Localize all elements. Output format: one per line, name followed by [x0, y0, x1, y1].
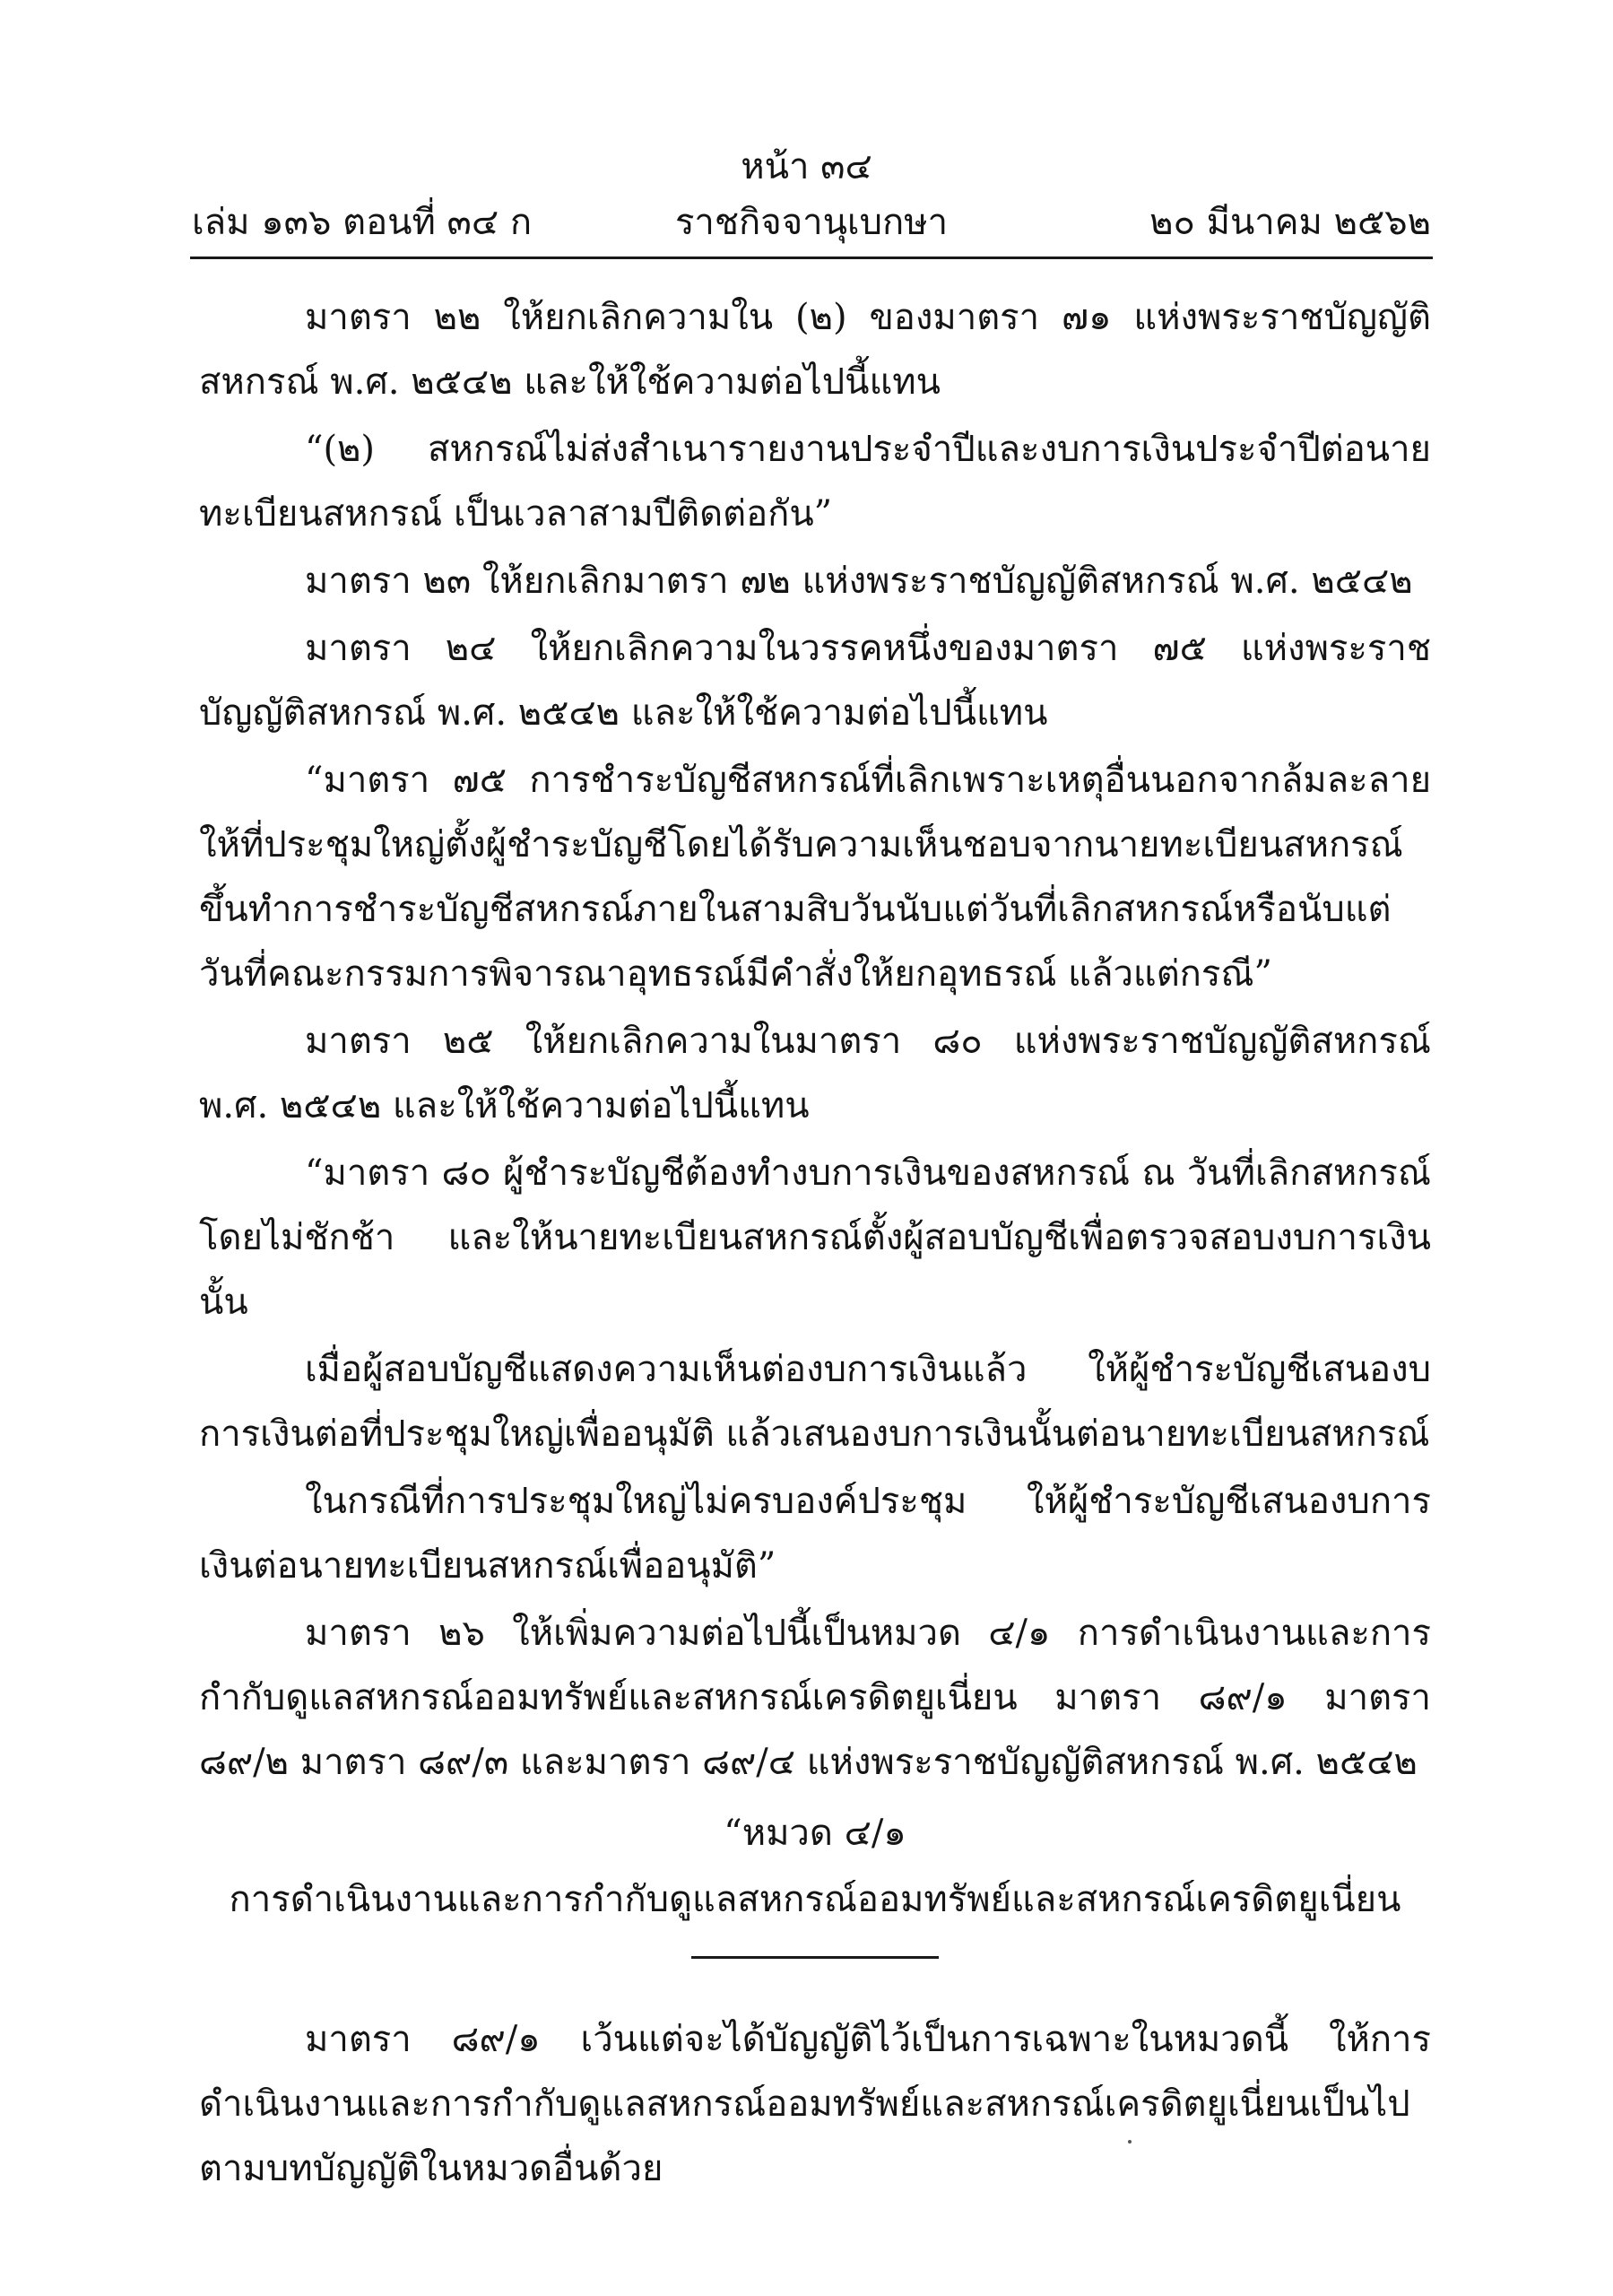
publication-title: ราชกิจจานุเบกษา	[674, 202, 949, 243]
section-80-para-3: ในกรณีที่การประชุมใหญ่ไม่ครบองค์ประชุม ให้ผู้ชำระบัญชีเสนองบการเงินต่อนายทะเบียนสหกรณ์เพื่ออนุมัติ”	[199, 1481, 1431, 1587]
publication-date: ๒๐ มีนาคม ๒๕๖๒	[1149, 202, 1431, 243]
chapter-divider	[691, 1956, 939, 1959]
page-number: หน้า ๓๔	[741, 146, 872, 187]
gazette-header	[192, 199, 1431, 248]
header-divider	[190, 257, 1433, 259]
section-22: มาตรา ๒๒ ให้ยกเลิกความใน (๒) ของมาตรา ๗๑ แห่งพระราชบัญญัติสหกรณ์ พ.ศ. ๒๕๔๒ และให้ใช้ความต่อไปนี้แทน	[199, 297, 1431, 403]
section-75-text: “มาตรา ๗๕ การชำระบัญชีสหกรณ์ที่เลิกเพราะเหตุอื่นนอกจากล้มละลาย ให้ที่ประชุมใหญ่ตั้งผู้ชำระบัญชีโดยได้รับความเห็นชอบจากนายทะเบียนสหกรณ์ขึ้นทำการชำระบัญชีสหกรณ์ภายในสามสิบวันนับแต่วันที่เลิกสหกรณ์หรือนับแต่วันที่คณะกรรมการพิจารณาอุทธรณ์มีคำสั่งให้ยกอุทธรณ์ แล้วแต่กรณี”	[199, 760, 1431, 995]
document-body	[199, 285, 1431, 2204]
section-71-2-text: “(๒) สหกรณ์ไม่ส่งสำเนารายงานประจำปีและงบการเงินประจำปีต่อนายทะเบียนสหกรณ์ เป็นเวลาสามปีติดต่อกัน”	[199, 429, 1431, 535]
volume-issue: เล่ม ๑๓๖ ตอนที่ ๓๔ ก	[192, 202, 533, 243]
section-80-text: “มาตรา ๘๐ ผู้ชำระบัญชีต้องทำงบการเงินของสหกรณ์ ณ วันที่เลิกสหกรณ์โดยไม่ชักช้า และให้นายทะเบียนสหกรณ์ตั้งผู้สอบบัญชีเพื่อตรวจสอบงบการเงินนั้น	[199, 1152, 1431, 1323]
section-26: มาตรา ๒๖ ให้เพิ่มความต่อไปนี้เป็นหมวด ๔/๑ การดำเนินงานและการกำกับดูแลสหกรณ์ออมทรัพย์และสหกรณ์เครดิตยูเนี่ยน มาตรา ๘๙/๑ มาตรา ๘๙/๒ มาตรา ๘๙/๓ และมาตรา ๘๙/๔ แห่งพระราชบัญญัติสหกรณ์ พ.ศ. ๒๕๔๒	[199, 1613, 1431, 1783]
section-23: มาตรา ๒๓ ให้ยกเลิกมาตรา ๗๒ แห่งพระราชบัญญัติสหกรณ์ พ.ศ. ๒๕๔๒	[305, 561, 1413, 602]
section-80-para-2: เมื่อผู้สอบบัญชีแสดงความเห็นต่องบการเงินแล้ว ให้ผู้ชำระบัญชีเสนองบการเงินต่อที่ประชุมใหญ่เพื่ออนุมัติ แล้วเสนองบการเงินนั้นต่อนายทะเบียนสหกรณ์	[199, 1349, 1431, 1455]
section-24: มาตรา ๒๔ ให้ยกเลิกความในวรรคหนึ่งของมาตรา ๗๕ แห่งพระราชบัญญัติสหกรณ์ พ.ศ. ๒๕๔๒ และให้ใช้ความต่อไปนี้แทน	[199, 628, 1431, 734]
section-25: มาตรา ๒๕ ให้ยกเลิกความในมาตรา ๘๐ แห่งพระราชบัญญัติสหกรณ์ พ.ศ. ๒๕๔๒ และให้ใช้ความต่อไปนี้แทน	[199, 1021, 1431, 1126]
chapter-title: การดำเนินงานและการกำกับดูแลสหกรณ์ออมทรัพย์และสหกรณ์เครดิตยูเนี่ยน	[229, 1879, 1401, 1920]
section-89-1: มาตรา ๘๙/๑ เว้นแต่จะได้บัญญัติไว้เป็นการเฉพาะในหมวดนี้ ให้การดำเนินงานและการกำกับดูแลสหกรณ์ออมทรัพย์และสหกรณ์เครดิตยูเนี่ยนเป็นไปตามบทบัญญัติในหมวดอื่นด้วย	[199, 2019, 1431, 2189]
chapter-number: “หมวด ๔/๑	[724, 1813, 906, 1854]
scan-speck	[1128, 2140, 1132, 2144]
